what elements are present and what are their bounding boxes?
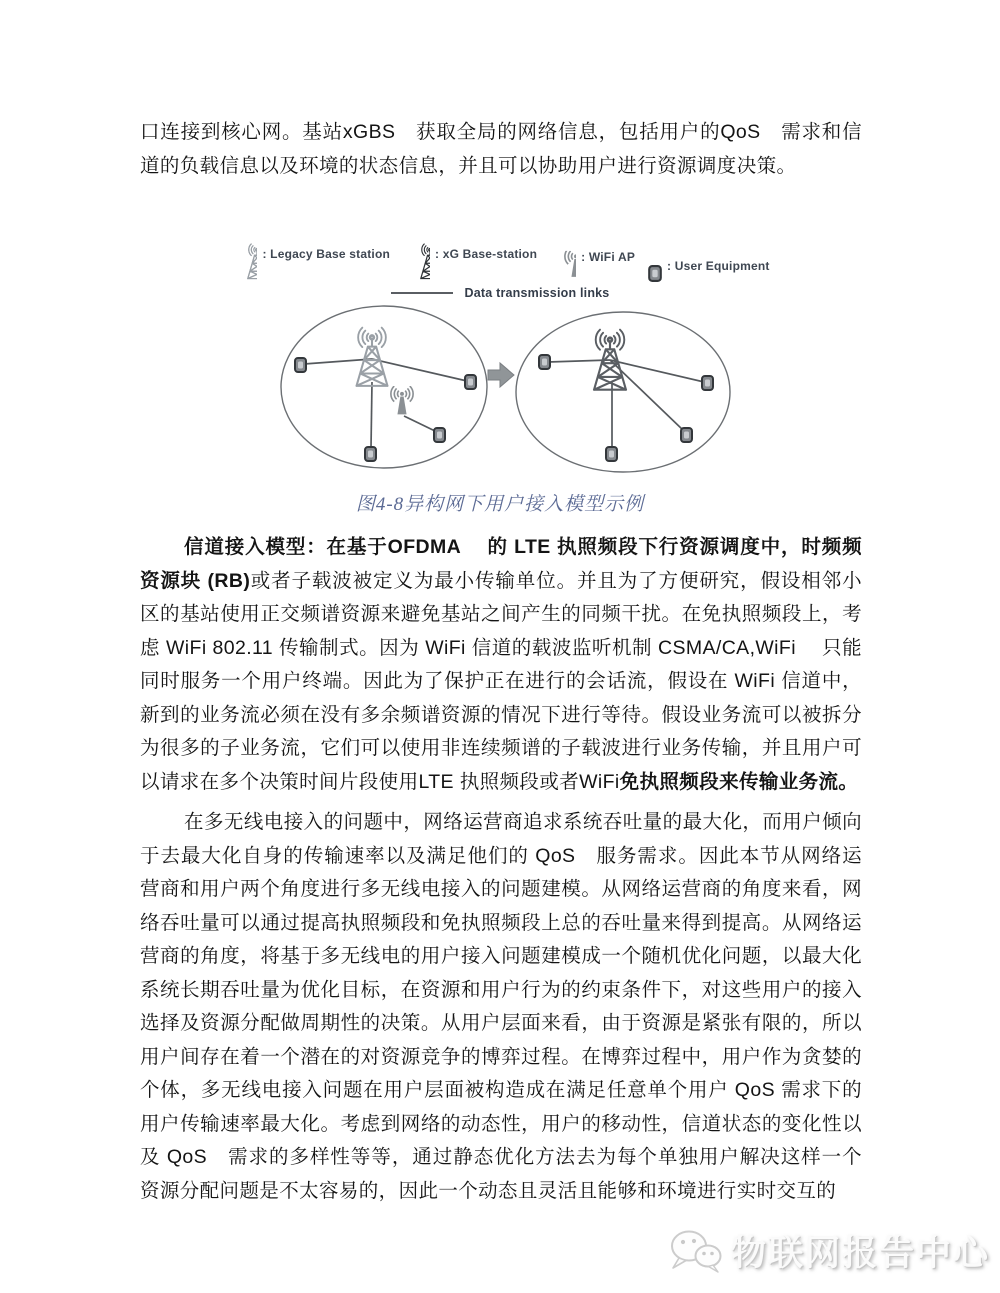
legend-label-wifi: : WiFi AP	[581, 250, 636, 264]
legend-label-legacy: : Legacy Base station	[262, 247, 391, 261]
figure-4-8	[250, 240, 770, 484]
xg-base-station-icon	[403, 242, 430, 282]
left-cell	[281, 306, 487, 468]
legacy-tower	[357, 328, 388, 386]
watermark-text: 物联网报告中心	[730, 1234, 990, 1273]
ue-node	[365, 447, 376, 461]
ue-node	[681, 428, 692, 442]
ue-node	[434, 428, 445, 442]
channel-access-paragraph: 信道接入模型：在基于OFDMA 的 LTE 执照频段下行资源调度中，时频频资源块 (RB)或者子载波被定义为最小传输单位。并且为了方便研究，假设相邻小区的基站使用正交频谱资源来避免基站之间产生的同频干扰。在免执照频段上，考虑 WiFi 802.11 传输制式。因为 WiFi 信道的载波监听机制 CSMA/CA,WiFi 只能同时服务一个用户终端。因此为了保护正在进行的会话流，假设在 WiFi 信道中，新到的业务流必须在没有多余频谱资源的情况下进行等待。假设业务流可以被拆分为很多的子业务流，它们可以使用非连续频谱的子载波进行业务传输，并且用户可以请求在多个决策时间片段使用LTE 执照频段或者WiFi免执照频段来传输业务流。	[140, 536, 862, 793]
wifi-ap-icon	[550, 248, 576, 282]
intro-paragraph: 口连接到核心网。基站xGBS 获取全局的网络信息，包括用户的QoS 需求和信道的负载信息以及环境的状态信息，并且可以协助用户进行资源调度决策。	[140, 121, 862, 177]
legend-item-user-equipment	[648, 258, 770, 282]
wechat-icon	[667, 1226, 723, 1276]
multi-radio-paragraph: 在多无线电接入的问题中，网络运营商追求系统吞吐量的最大化，而用户倾向于去最大化自身的传输速率以及满足他们的 QoS 服务需求。因此本节从网络运营商和用户两个角度进行多无线电接入的问题建模。从网络运营商的角度来看，网络吞吐量可以通过提高执照频段和免执照频段上总的吞吐量来得到提高。从网络运营商的角度，将基于多无线电的用户接入问题建模成一个随机优化问题，以最大化系统长期吞吐量为优化目标，在资源和用户行为的约束条件下，对这些用户的接入选择及资源分配做周期性的决策。从用户层面来看，由于资源是紧张有限的，所以用户间存在着一个潜在的对资源竞争的博弈过程。在博弈过程中，用户作为贪婪的个体，多无线电接入问题在用户层面被构造成在满足任意单个用户 QoS 需求下的用户传输速率最大化。考虑到网络的动态性，用户的移动性，信道状态的变化性以及 QoS 需求的多样性等等，通过静态优化方法去为每个单独用户解决这样一个资源分配问题是不太容易的，因此一个动态且灵活且能够和环境进行实时交互的	[140, 811, 862, 1202]
legend-item-legacy-base-station	[230, 242, 390, 282]
figure-legend	[250, 240, 770, 282]
figure-caption: 图4-8异构网下用户接入模型示例	[355, 494, 645, 515]
legend-item-wifi-ap	[550, 248, 635, 282]
legend-label-xg: : xG Base-station	[435, 247, 538, 261]
ue-node	[539, 355, 550, 369]
legacy-base-station-icon	[230, 242, 257, 282]
legend-label-ue: : User Equipment	[667, 258, 770, 273]
transition-arrow	[488, 363, 514, 387]
ue-node	[465, 375, 476, 389]
legend-item-xg-base-station	[403, 242, 537, 282]
ue-node	[295, 358, 306, 372]
watermark	[667, 1226, 990, 1276]
right-cell	[516, 312, 730, 472]
user-equipment-icon	[648, 265, 662, 282]
network-diagram	[264, 302, 736, 484]
left-wifi-ap	[391, 386, 413, 414]
legend-data-links	[250, 285, 750, 301]
legend-label-links: Data transmission links	[464, 286, 610, 300]
ue-node	[702, 376, 713, 390]
data-link-line-sample	[391, 292, 453, 294]
ue-node	[606, 447, 617, 461]
